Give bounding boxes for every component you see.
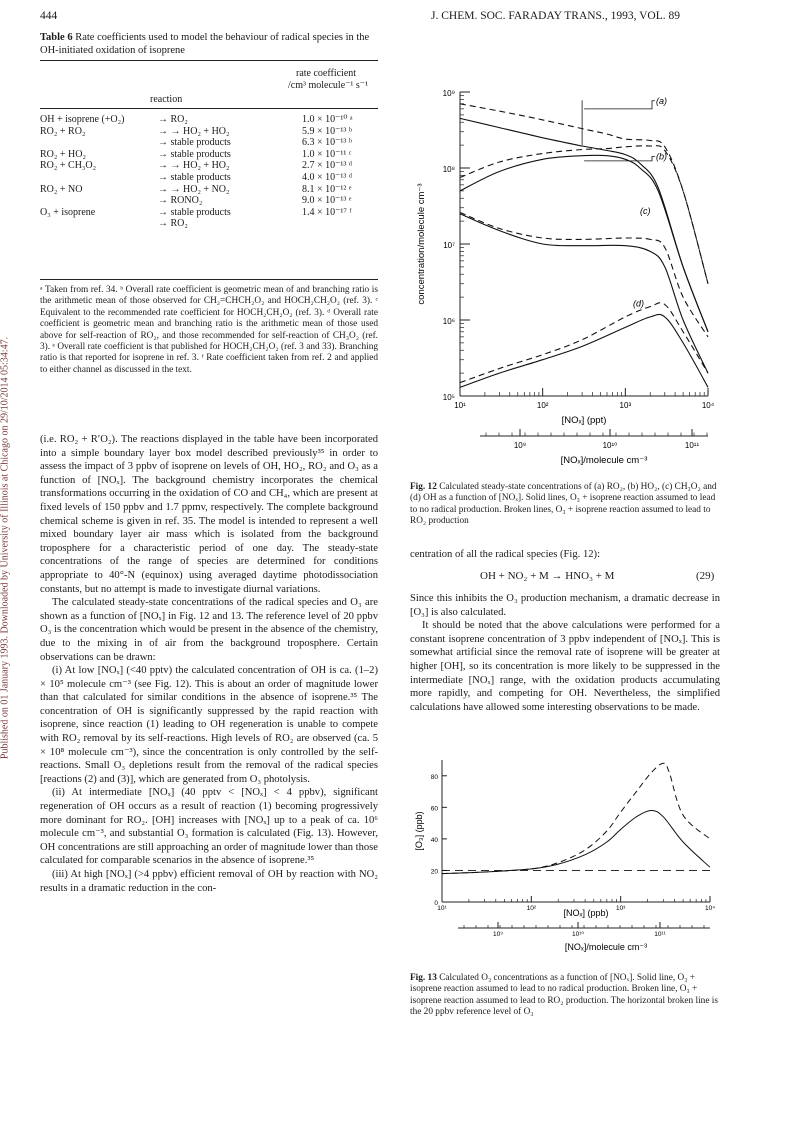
table-cell-products: → stable products — [158, 172, 231, 183]
curve-label: (a) — [656, 95, 667, 106]
secondary-x-axis-title: [NOₓ]/molecule cm⁻³ — [560, 455, 648, 466]
label-b-leader — [584, 156, 655, 161]
series-line-b-dashed — [460, 146, 708, 284]
paragraph: (i.e. RO₂ + R′O₂). The reactions displayed in the table have been incorporated into a simple boundary layer box model described previously³⁵ in order to assess the impact of 3 ppbv of isoprene on levels of OH, HO₂, RO₂ and O₃ as a function of [NOₓ]. The background chemistry incorporates the chemical transformations occurring in the oxidation of CO and CH₄, which are present at fixed levels of 150 ppbv and 1.7 ppmv, respectively. The complete background chemical scheme is given in ref. 35. The model is intended to represent a well mixed boundary layer air mass which is isolated from the background troposphere for a characteristic period of one day. The steady-state concentrations of the range of species are determined for conditions appropriate to 40°-N (equinox) using averaged daytime photodissociation constants, but no attempt is made to investigate diurnal variations. — [40, 434, 378, 595]
page-number: 444 — [40, 10, 58, 22]
y-axis-title: [O₃] (ppb) — [414, 811, 424, 851]
curve-label: (c) — [640, 205, 651, 216]
table-col-rate: rate coefficient /cm³ molecule⁻¹ s⁻¹ — [288, 68, 369, 91]
table-cell-rate: 2.7 × 10⁻¹³ ᵈ — [302, 160, 353, 172]
table-cell-rate: 9.0 × 10⁻¹³ ᵉ — [302, 195, 352, 207]
table-cell-reactants: RO₂ + CH₃O₂ — [40, 160, 97, 172]
x-axis-title: [NOₓ] (ppb) — [563, 908, 609, 918]
table-cell-rate: 1.0 × 10⁻¹⁰ ᵃ — [302, 114, 353, 125]
y-axis-title: concentration/molecule cm⁻³ — [416, 183, 427, 305]
x-tick-label: 10² — [526, 905, 537, 912]
curve-label: (b) — [656, 151, 667, 162]
y-tick-label: 20 — [430, 868, 438, 876]
series-line-a-dashed — [460, 104, 708, 284]
table-cell-products: → RO₂ — [158, 218, 188, 230]
figure-12-chart — [410, 78, 720, 480]
table-cell-products: → stable products — [158, 148, 231, 160]
x-tick-label: 10⁴ — [704, 905, 716, 912]
x-tick-label: 10⁴ — [701, 401, 715, 410]
series-line-c-dashed — [460, 213, 708, 337]
journal-running-header: J. CHEM. SOC. FARADAY TRANS., 1993, VOL. 89 — [431, 10, 680, 22]
table-cell-products: → → HO₂ + HO₂ — [158, 125, 230, 137]
series-line-dashed — [442, 763, 710, 873]
paragraph: (ii) At intermediate [NOₓ] (40 pptv < [NOₓ] < 4 ppbv), significant regeneration of OH occurs as a result of reaction (1) becoming progressively more dominant for RO₂. [OH] increases with [NOₓ] up to a peak of ca. 10⁶ molecule cm⁻³, and substantial O₃ formation is calculated (Fig. 13). However, OH concentrations are still approaching an order of magnitude lower than those calculated for comparable scenarios in the absence of isoprene.³⁵ — [40, 787, 379, 867]
equation-number: (29) — [696, 570, 715, 582]
secondary-x-tick-label: 10¹¹ — [684, 441, 700, 450]
x-tick-label: 10² — [536, 401, 549, 410]
series-line-solid — [442, 811, 710, 874]
label-a-leader — [584, 101, 655, 109]
secondary-x-tick-label: 10¹¹ — [654, 931, 666, 938]
download-watermark: Published on 01 January 1993. Downloaded by University of Illinois at Chicago on 29/10/2014 05:34:47. — [0, 336, 11, 760]
y-tick-label: 10⁵ — [442, 393, 455, 402]
table6-caption: Table 6 Rate coefficients used to model the behaviour of radical species in the OH-initiated oxidation of isoprene — [40, 32, 370, 56]
series-line-a-solid — [460, 118, 708, 331]
paragraph: centration of all the radical species (Fig. 12): — [410, 549, 601, 560]
figure-13-chart — [410, 752, 720, 974]
table-cell-rate: 8.1 × 10⁻¹² ᵉ — [302, 183, 352, 195]
table-header-rule — [40, 108, 378, 109]
table-cell-rate: 4.0 × 10⁻¹³ ᵈ — [302, 172, 353, 183]
table-cell-rate: 6.3 × 10⁻¹³ ᵇ — [302, 137, 353, 149]
table-bottom-rule — [40, 279, 378, 280]
table-top-rule — [40, 60, 378, 61]
paragraph: Since this inhibits the O₃ production mechanism, a dramatic decrease in [O₃] is also calculated. — [410, 593, 720, 618]
right-column-text-1 — [410, 548, 720, 562]
right-column-text-2 — [410, 592, 720, 714]
figure-12-caption: Fig. 12 Calculated steady-state concentrations of (a) RO₂, (b) HO₂, (c) CH₃O₂ and (d) OH as a function of [NOₓ]. Solid lines, O₃ + isoprene reaction assumed to lead to no radical production. Broken lines, O₃ + isoprene reaction assumed to lead to RO₂ production — [410, 482, 717, 527]
y-tick-label: 60 — [430, 805, 438, 813]
left-column-text — [40, 433, 378, 895]
curve-label: (d) — [633, 298, 644, 309]
table-cell-products: → RO₂ — [158, 114, 188, 125]
table-cell-reactants: RO₂ + HO₂ — [40, 148, 86, 160]
secondary-x-tick-label: 10⁹ — [513, 441, 527, 450]
table-cell-products: → RONO₂ — [158, 195, 203, 207]
table-cell-products: → stable products — [158, 206, 231, 218]
table-cell-rate: 1.4 × 10⁻¹⁷ ᶠ — [302, 206, 352, 218]
paragraph: (i) At low [NOₓ] (<40 pptv) the calculated concentration of OH is ca. (1–2) × 10⁵ molecule cm⁻³ (see Fig. 12). This is about an order of magnitude lower than that calculated for similar conditions in the absence of isoprene.³⁵ The concentration of OH is significantly suppressed by the rapid reaction with isoprene, since reaction (1) leading to OH regeneration is unable to compete with RO₂ removal by its self-reactions. High levels of RO₂ are observed (ca. 5 × 10⁸ molecule cm⁻³), since the concentration is only controlled by the self-reactions. Small O₃ depletions result from the removal of the radical species [reactions (2) and (3)], which are generated from O₃ photolysis. — [40, 665, 378, 785]
x-tick-label: 10³ — [615, 905, 626, 912]
table-cell-rate: 5.9 × 10⁻¹³ ᵇ — [302, 125, 353, 137]
paragraph: (iii) At high [NOₓ] (>4 ppbv) efficient removal of OH by reaction with NO₂ results in a dramatic reduction in the con- — [40, 869, 378, 894]
table-cell-reactants: OH + isoprene (+O₂) — [40, 114, 125, 125]
table-col-reaction: reaction — [150, 94, 183, 105]
y-tick-label: 10⁹ — [442, 89, 455, 98]
table-cell-products: → → HO₂ + NO₂ — [158, 183, 230, 195]
x-tick-label: 10³ — [619, 401, 632, 410]
series-line-c-solid — [460, 214, 708, 373]
x-axis-title: [NOₓ] (ppt) — [561, 415, 607, 426]
y-tick-label: 10⁷ — [443, 241, 455, 250]
y-tick-label: 10⁸ — [442, 165, 455, 174]
y-tick-label: 80 — [430, 773, 438, 781]
secondary-x-tick-label: 10¹⁰ — [602, 441, 618, 450]
paragraph: It should be noted that the above calculations were performed for a constant isoprene concentration of 3 ppbv independent of [NOₓ]. This is somewhat artificial since the removal rate of isoprene will be greater at higher [OH], so its concentration is more likely to be suppressed in the intermediate [NOₓ] range, with the oxidation products accumulating more rapidly, and competing for OH. Nevertheless, the simplified calculations have allowed some interesting observations to be made. — [410, 620, 720, 713]
table6-footnote: ᵃ Taken from ref. 34. ᵇ Overall rate coefficient is geometric mean of and branching ratio is the arithmetic mean of those observed for CH₂=CHCH₂O₂ and HOCH₂CH₂O₂ (ref. 3). ᶜ Equivalent to the recommended rate coefficient for HOCH₂CH₂O₂ (ref. 3). ᵈ Overall rate coefficient is geometric mean and branching ratio is the arithmetic mean of those used above for self-reaction of RO₂, and those recommended for self-reaction of CH₃O₂ (ref. 3). ᵉ Overall rate coefficient is that published for HOCH₂CH₂O₂ (ref. 3 and 33). Branching ratio is that reported for isoprene in ref. 3. ᶠ Rate coefficient taken from ref. 2 and applied to either channel as discussed in the text. — [40, 285, 378, 375]
y-tick-label: 0 — [434, 900, 438, 907]
secondary-x-tick-label: 10⁹ — [492, 931, 504, 938]
x-tick-label: 10¹ — [454, 401, 466, 410]
series-line-d-dashed — [460, 303, 708, 383]
paragraph: The calculated steady-state concentrations of the radical species and O₃ are shown as a function of [NOₓ] in Fig. 12 and 13. The reference level of 20 ppbv O₃ is the concentration which would be present in the absence of the chemistry, due to the mixing in of air from the background troposphere. Certain observations can be drawn: — [40, 597, 378, 663]
equation-29: OH + NO₂ + M → HNO₃ + M — [480, 570, 615, 582]
series-line-b-solid — [460, 155, 708, 332]
table-cell-reactants: RO₂ + RO₂ — [40, 125, 86, 137]
table-cell-products: → → HO₂ + HO₂ — [158, 160, 230, 172]
figure-13-caption: Fig. 13 Calculated O₃ concentrations as a function of [NOₓ]. Solid line, O₃ + isoprene reaction assumed to lead to no radical production. Broken line, O₃ + isoprene reaction assumed to lead to RO₂ production. The horizontal broken line is the 20 ppbv reference level of O₃ — [410, 973, 718, 1018]
y-tick-label: 40 — [430, 836, 438, 844]
table-cell-reactants: RO₂ + NO — [40, 183, 83, 195]
table6-body — [40, 114, 380, 274]
table-cell-reactants: O₃ + isoprene — [40, 206, 96, 218]
table-cell-rate: 1.0 × 10⁻¹¹ ᶜ — [302, 148, 352, 160]
x-tick-label: 10¹ — [437, 905, 447, 912]
y-tick-label: 10⁶ — [442, 317, 455, 326]
table-cell-products: → stable products — [158, 137, 231, 149]
secondary-x-axis-title: [NOₓ]/molecule cm⁻³ — [564, 942, 648, 952]
series-line-d-solid — [460, 314, 708, 387]
secondary-x-tick-label: 10¹⁰ — [571, 931, 585, 938]
